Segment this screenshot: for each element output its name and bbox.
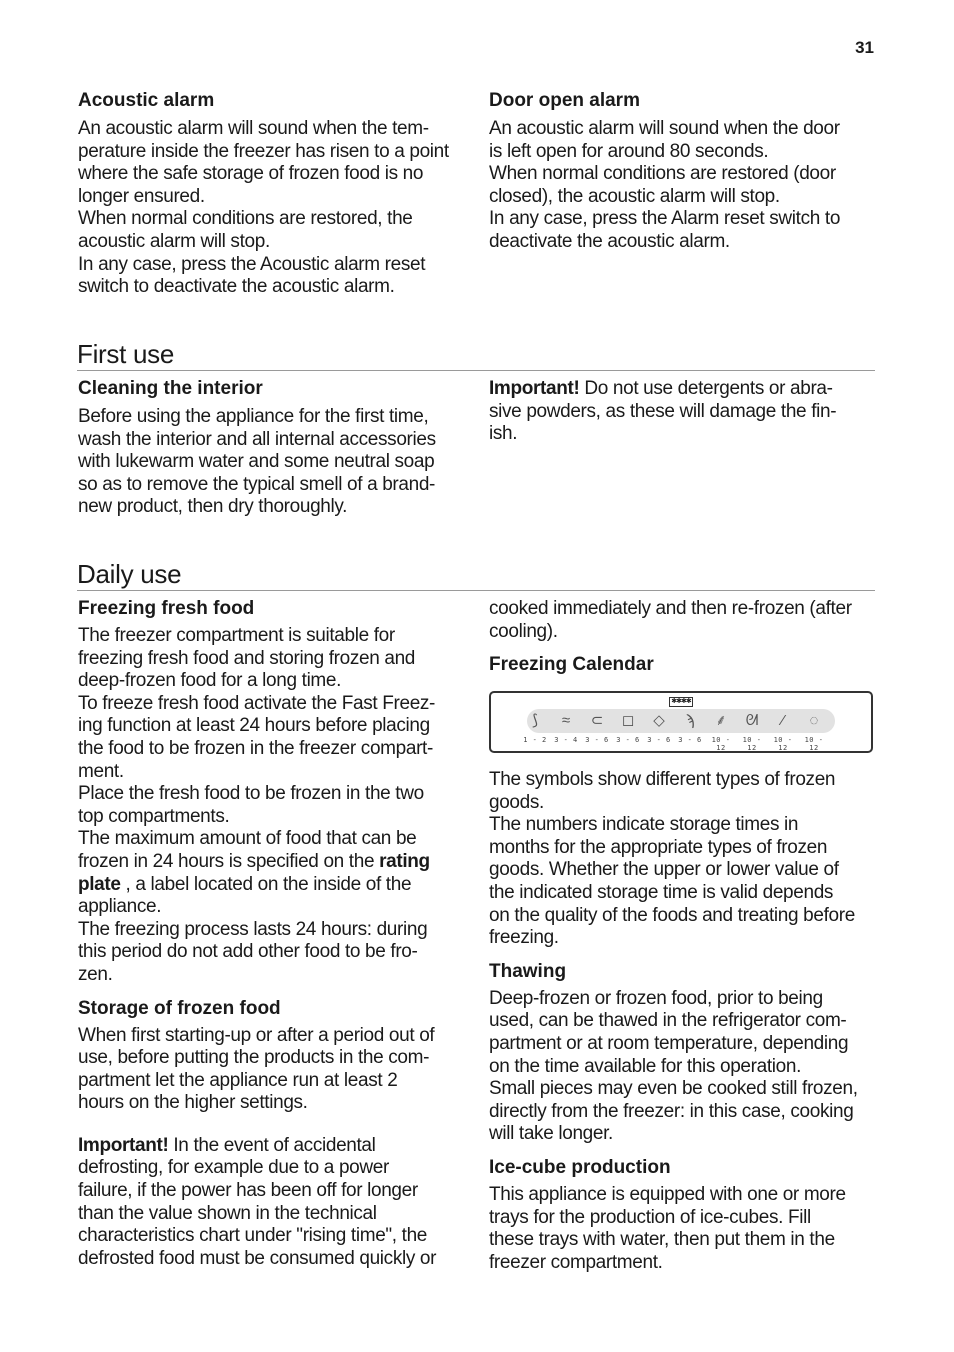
text-line: than the value shown in the technical (78, 1202, 377, 1224)
meat-icon: ᘛ (745, 712, 759, 729)
text-line: use, before putting the products in the com- (78, 1047, 430, 1069)
storage-months-label: 3 - 6 (678, 736, 702, 744)
text-line: freezing fresh food and storing frozen and (78, 647, 416, 669)
text-line: closed), the acoustic alarm will stop. (489, 185, 780, 207)
text-line: top compartments. (78, 805, 230, 827)
cleaning-text (78, 406, 468, 519)
text-line: used, can be thawed in the refrigerator com- (489, 1010, 847, 1032)
text-line: will take longer. (489, 1123, 613, 1145)
storage-months-label: 1 - 2 (523, 736, 547, 744)
text-line: characteristics chart under "rising time", the (78, 1225, 428, 1247)
daily-use-right-top (489, 598, 879, 677)
text-line: ish. (489, 423, 518, 445)
continued-text (489, 598, 879, 643)
daily-use-right-bottom (489, 769, 879, 1274)
door-open-alarm-text (489, 118, 879, 254)
text-line: trays for the production of ice-cubes. Fill (489, 1206, 811, 1228)
storage-months-label: 3 - 6 (585, 736, 609, 744)
text-line: In any case, press the Alarm reset switch to (489, 208, 841, 230)
freezing-fresh-food-text: The freezer compartment is suitable for freezing fresh food and storing frozen and deep-frozen food for a long time. To freeze fresh food activate the Fast Freez- ing function at least 24 hours before placing the food to be frozen in the freezer compart- ment. Place the fresh food to be frozen in the two top compartments. The maximum amount of food that can be frozen in 24 hours is specified on the rating plate , a label located on the inside of the appliance. The freezing process lasts 24 hours: during this period do not add other food to be fro- zen. (78, 625, 436, 985)
text-line: To freeze fresh food activate the Fast Freez- (78, 692, 436, 714)
text-line: This appliance is equipped with one or more (489, 1183, 846, 1205)
daily-use-title: Daily use (77, 559, 875, 591)
text-line: deactivate the acoustic alarm. (489, 230, 730, 252)
text-line: The maximum amount of food that can be (78, 828, 417, 850)
text-line: freezer compartment. (489, 1251, 663, 1273)
storage-months-label: 10 - 12 (804, 736, 824, 752)
freezing-fresh-food-heading: Freezing fresh food (78, 598, 255, 619)
four-star-icon: ✱✱✱✱ (669, 697, 693, 707)
text-line: An acoustic alarm will sound when the door (489, 118, 840, 139)
text-line: acoustic alarm will stop. (78, 230, 270, 252)
thawing-text (489, 988, 879, 1146)
storage-months-label: 3 - 6 (647, 736, 671, 744)
bread-icon: ◻ (621, 712, 635, 729)
storage-heading: Storage of frozen food (78, 997, 281, 1019)
fruit-icon: ◌ (809, 712, 819, 729)
storage-months-label: 3 - 4 (554, 736, 578, 744)
storage-months-label: 10 - 12 (773, 736, 793, 752)
text-line: with lukewarm water and some neutral soap (78, 451, 435, 473)
text-line: is left open for around 80 seconds. (489, 140, 769, 162)
important-label: Important! (489, 378, 580, 399)
storage-months-label: 10 - 12 (742, 736, 762, 752)
freezing-calendar-heading: Freezing Calendar (489, 654, 654, 676)
storage-months-label: 10 - 12 (711, 736, 731, 752)
text-line: partment or at room temperature, depending (489, 1032, 849, 1054)
freezing-calendar (489, 691, 873, 753)
text-line: defrosted food must be consumed quickly or (78, 1247, 437, 1269)
text-line: The freezer compartment is suitable for (78, 625, 395, 646)
text-line: Deep-frozen or frozen food, prior to being (489, 987, 823, 1009)
text-line: perature inside the freezer has risen to a point (78, 140, 449, 162)
text-line: partment let the appliance run at least 2 (78, 1069, 398, 1091)
cleaning-section (78, 377, 468, 519)
symbols-text (489, 769, 879, 950)
first-use-important (489, 378, 879, 446)
first-use-important-text: Important! Do not use detergents or abra- sive powders, as these will damage the fin- ish. (489, 378, 837, 445)
text-line: hours on the higher settings. (78, 1092, 308, 1114)
text-line: ing function at least 24 hours before placing (78, 715, 430, 737)
text-line: goods. Whether the upper or lower value of (489, 859, 839, 881)
text-line: failure, if the power has been off for longer (78, 1180, 418, 1202)
ice-cube-heading: Ice-cube production (489, 1156, 671, 1178)
text-line: Before using the appliance for the first time, (78, 406, 429, 427)
text-line: goods. (489, 791, 544, 813)
text-line: directly from the freezer: in this case, cooking (489, 1100, 854, 1122)
text-line: switch to deactivate the acoustic alarm. (78, 276, 395, 298)
text-line: the food to be frozen in the freezer compart- (78, 737, 433, 759)
fish-icon: ⟆ (532, 712, 538, 729)
text-line: appliance. (78, 896, 162, 918)
text-line: When normal conditions are restored (door (489, 163, 836, 185)
text-line: cooked immediately and then re-frozen (after (489, 598, 852, 619)
storage-months-label: 3 - 6 (616, 736, 640, 744)
text-line: zen. (78, 963, 113, 985)
important-label-2: Important! (78, 1134, 169, 1156)
acoustic-alarm-text (78, 118, 468, 299)
ice-cube-text (489, 1184, 879, 1274)
text-line: new product, then dry thoroughly. (78, 496, 348, 518)
text-line: on the quality of the foods and treating before (489, 904, 855, 926)
thawing-heading: Thawing (489, 960, 567, 982)
text-line: on the time available for this operation. (489, 1055, 802, 1077)
sausage-icon: ⊂ (590, 712, 604, 729)
cheese-icon: ◇ (653, 712, 665, 729)
text-line: defrosting, for example due to a power (78, 1157, 389, 1179)
text-line: these trays with water, then put them in the (489, 1229, 835, 1251)
text-line: The freezing process lasts 24 hours: during (78, 918, 428, 940)
text-line: sive powders, as these will damage the fin- (489, 400, 837, 422)
text-line: the indicated storage time is valid depends (489, 881, 834, 903)
text-line: this period do not add other food to be fro- (78, 941, 418, 963)
acoustic-alarm-section (78, 89, 468, 299)
text-line: where the safe storage of frozen food is no (78, 163, 424, 185)
text-line: The numbers indicate storage times in (489, 814, 799, 836)
text-line: When first starting-up or after a period out of (78, 1024, 435, 1046)
text-line: longer ensured. (78, 185, 205, 207)
cleaning-heading: Cleaning the interior (78, 378, 263, 399)
game-bird-icon: ⸙ (715, 712, 727, 729)
text-line: The symbols show different types of frozen (489, 769, 836, 790)
first-use-title: First use (77, 339, 875, 371)
acoustic-alarm-heading: Acoustic alarm (78, 90, 215, 111)
vegetable-icon: ⁄ (781, 712, 785, 729)
text-line: freezing. (489, 927, 559, 949)
text-line: cooling). (489, 620, 558, 642)
text-line: so as to remove the typical smell of a brand- (78, 473, 436, 495)
text-line: ment. (78, 760, 124, 782)
text-line: months for the appropriate types of frozen (489, 836, 828, 858)
text-line: In any case, press the Acoustic alarm reset (78, 253, 426, 275)
text-line: Small pieces may even be cooked still frozen, (489, 1078, 858, 1100)
daily-use-important-text: Important! In the event of accidental defrosting, for example due to a power failure, if the power has been off for longer than the value shown in the technical characteristics chart under "rising time", the defrosted food must be consumed quickly or (78, 1134, 437, 1269)
door-open-alarm-section (489, 89, 879, 254)
storage-text (78, 1025, 468, 1115)
text-line: wash the interior and all internal accessories (78, 428, 436, 450)
shrimp-icon: ≈ (561, 712, 571, 729)
text-line: When normal conditions are restored, the (78, 208, 413, 230)
daily-use-left-column (78, 597, 468, 1270)
text-line: Place the fresh food to be frozen in the two (78, 783, 424, 805)
text-line: An acoustic alarm will sound when the tem- (78, 118, 429, 139)
door-open-alarm-heading: Door open alarm (489, 90, 640, 111)
page-number: 31 (855, 38, 874, 57)
text-line: deep-frozen food for a long time. (78, 670, 342, 692)
poultry-icon: ϡ (685, 712, 695, 729)
